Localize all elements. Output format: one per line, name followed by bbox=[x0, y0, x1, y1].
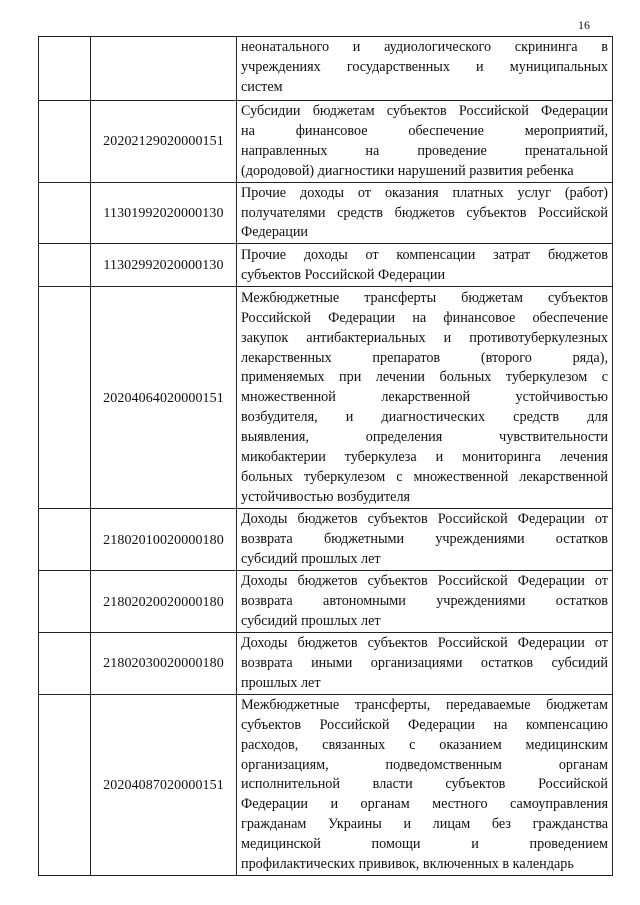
income-description bbox=[237, 287, 613, 509]
empty-cell bbox=[39, 287, 91, 509]
description-line: Субсидии бюджетам субъектов Российской Федерации bbox=[241, 103, 608, 119]
table-row bbox=[39, 101, 613, 183]
description-line: учреждениях государственных и муниципальных bbox=[241, 58, 608, 75]
description-line: Доходы бюджетов субъектов Российской Федерации от bbox=[241, 573, 608, 590]
description-line: профилактических прививок, включенных в календарь bbox=[241, 856, 574, 873]
description-line: Федерации и органам местного самоуправления bbox=[241, 796, 608, 813]
income-code: 11302992020000130 bbox=[91, 244, 237, 287]
income-description bbox=[237, 633, 613, 695]
description-line: выявления, определения чувствительности bbox=[241, 429, 608, 446]
empty-cell bbox=[39, 182, 91, 244]
description-line: систем bbox=[241, 78, 283, 95]
table-row bbox=[39, 287, 613, 509]
budget-codes-table bbox=[38, 36, 613, 876]
page-number: 16 bbox=[578, 18, 590, 32]
income-description bbox=[237, 101, 613, 183]
description-line: лекарственных препаратов (второго ряда), bbox=[241, 349, 608, 366]
description-line: организациям, подведомственным органам bbox=[241, 756, 608, 773]
table-row bbox=[39, 182, 613, 244]
income-description bbox=[237, 37, 613, 101]
description-line: медицинской помощи и проведением bbox=[241, 836, 608, 853]
description-line: возврата иными организациями остатков субсидий bbox=[241, 654, 608, 671]
description-line: возбудителя, и диагностических средств для bbox=[241, 409, 608, 426]
table-row bbox=[39, 509, 613, 571]
income-description bbox=[237, 509, 613, 571]
description-line: (дородовой) диагностики нарушений развития ребенка bbox=[241, 162, 574, 179]
table-row bbox=[39, 694, 613, 875]
empty-cell bbox=[39, 509, 91, 571]
empty-cell bbox=[39, 37, 91, 101]
description-line: закупок антибактериальных и противотуберкулезных bbox=[241, 329, 608, 346]
empty-cell bbox=[39, 694, 91, 875]
income-description bbox=[237, 694, 613, 875]
description-line: субсидий прошлых лет bbox=[241, 613, 381, 630]
description-line: субсидий прошлых лет bbox=[241, 551, 381, 568]
description-line: Федерации bbox=[241, 224, 309, 241]
description-line: больных туберкулезом с множественной лекарственной bbox=[241, 469, 608, 486]
description-line: направленных на проведение пренатальной bbox=[241, 142, 608, 159]
income-code: 20202129020000151 bbox=[91, 101, 237, 183]
income-code bbox=[91, 37, 237, 101]
description-line: микобактерии туберкулеза и мониторинга лечения bbox=[241, 449, 608, 466]
empty-cell bbox=[39, 244, 91, 287]
empty-cell bbox=[39, 101, 91, 183]
description-line: Межбюджетные трансферты бюджетам субъектов bbox=[241, 289, 608, 306]
income-description bbox=[237, 571, 613, 633]
empty-cell bbox=[39, 571, 91, 633]
description-line: субъектов Российской Федерации bbox=[241, 266, 446, 283]
description-line: возврата автономными учреждениями остатков bbox=[241, 593, 608, 610]
description-line: расходов, связанных с оказанием медицинским bbox=[241, 736, 608, 753]
description-line: исполнительной власти субъектов Российской bbox=[241, 776, 608, 793]
table-row bbox=[39, 37, 613, 101]
description-line: субъектов Российской Федерации на компенсацию bbox=[241, 716, 608, 733]
description-line: получателями средств бюджетов субъектов Российской bbox=[241, 204, 608, 221]
income-code: 21802030020000180 bbox=[91, 633, 237, 695]
income-description bbox=[237, 182, 613, 244]
income-code: 20204064020000151 bbox=[91, 287, 237, 509]
description-line: множественной лекарственной устойчивостью bbox=[241, 389, 608, 406]
income-code: 20204087020000151 bbox=[91, 694, 237, 875]
table-row bbox=[39, 633, 613, 695]
description-line: Доходы бюджетов субъектов Российской Федерации от bbox=[241, 635, 608, 652]
description-line: Доходы бюджетов субъектов Российской Федерации от bbox=[241, 511, 608, 528]
description-line: на финансовое обеспечение мероприятий, bbox=[241, 122, 608, 139]
description-line: Прочие доходы от оказания платных услуг (работ) bbox=[241, 184, 608, 201]
description-line: неонатального и аудиологического скрининга в bbox=[241, 39, 608, 55]
description-line: гражданам Украины и лицам без гражданства bbox=[241, 816, 608, 833]
income-code: 21802010020000180 bbox=[91, 509, 237, 571]
description-line: Прочие доходы от компенсации затрат бюджетов bbox=[241, 246, 608, 263]
description-line: прошлых лет bbox=[241, 674, 321, 691]
table-body bbox=[39, 37, 613, 876]
description-line: Межбюджетные трансферты, передаваемые бюджетам bbox=[241, 696, 608, 713]
table-row bbox=[39, 571, 613, 633]
empty-cell bbox=[39, 633, 91, 695]
table-row bbox=[39, 244, 613, 287]
description-line: возврата бюджетными учреждениями остатков bbox=[241, 531, 608, 548]
description-line: Российской Федерации на финансовое обеспечение bbox=[241, 309, 608, 326]
income-code: 11301992020000130 bbox=[91, 182, 237, 244]
income-code: 21802020020000180 bbox=[91, 571, 237, 633]
description-line: применяемых при лечении больных туберкулезом с bbox=[241, 369, 608, 386]
description-line: устойчивостью возбудителя bbox=[241, 488, 411, 505]
income-description bbox=[237, 244, 613, 287]
